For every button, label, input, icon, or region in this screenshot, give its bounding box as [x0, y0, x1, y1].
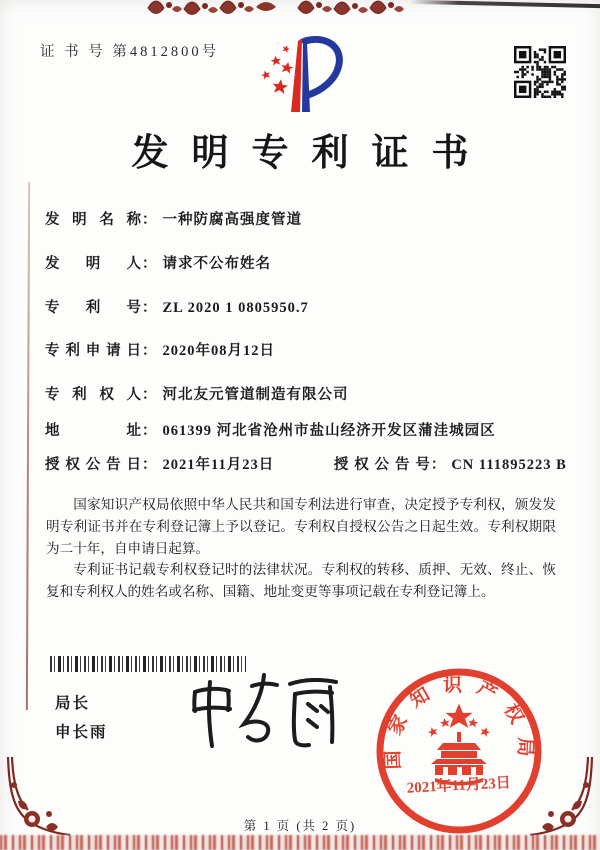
signer-title: 局长	[55, 695, 91, 712]
certificate-number	[40, 40, 219, 61]
field-label: 授权公告日	[45, 457, 141, 473]
field-label: 专利申请日	[45, 343, 141, 359]
bottom-left-ornament	[2, 757, 72, 842]
grant-number-value: CN 111895223 B	[451, 457, 567, 473]
field-value: ZL 2020 1 0805950.7	[162, 300, 309, 316]
grant-number-label: 授权公告号	[333, 457, 430, 473]
field-row-invention-name	[45, 208, 302, 229]
paper-edge-line	[410, 0, 600, 8]
bottom-border-pattern	[0, 835, 600, 850]
cnipa-logo-icon	[252, 34, 352, 118]
field-label: 发明名称	[45, 212, 141, 228]
field-label: 发明人	[45, 256, 141, 272]
grant-number-group	[334, 453, 567, 474]
field-row-patent-number	[45, 296, 309, 317]
field-value: 061399 河北省沧州市盐山经济开发区蒲洼城园区	[162, 423, 496, 439]
certificate-number-value: 第4812800号	[112, 44, 220, 60]
field-colon: ：	[142, 300, 157, 316]
field-colon: ：	[142, 423, 157, 439]
field-row-grant-date	[45, 453, 567, 474]
field-label: 专利号	[45, 300, 141, 316]
bottom-right-ornament	[528, 757, 598, 842]
field-label: 专利权人	[45, 387, 141, 403]
qr-code	[514, 44, 566, 100]
legal-paragraph-2: 专利证书记载专利权登记时的法律状况。专利权的转移、质押、无效、终止、恢复和专利权人的姓名或名称、国籍、地址变更等事项记载在专利登记簿上。	[46, 562, 556, 599]
page-number: 第 1 页 (共 2 页)	[243, 819, 357, 833]
certificate-number-label: 证 书 号	[40, 44, 106, 60]
field-colon: ：	[142, 343, 157, 359]
legal-paragraph-1: 国家知识产权局依照中华人民共和国专利法进行审查，决定授予专利权，颁发发明专利证书并在专利登记簿上予以登记。专利权自授权公告之日起生效。专利权期限为二十年，自申请日起算。	[46, 497, 556, 556]
legal-text-block	[46, 494, 556, 603]
top-ornament-band	[146, 0, 414, 17]
field-row-filing-date	[45, 339, 275, 360]
field-label: 地址	[45, 423, 141, 439]
field-colon: ：	[142, 387, 157, 403]
signer-block	[55, 690, 108, 747]
field-colon: ：	[142, 212, 157, 228]
field-value: 2021年11月23日	[162, 457, 275, 473]
field-value: 河北友元管道制造有限公司	[162, 387, 349, 403]
field-value: 一种防腐高强度管道	[162, 212, 302, 228]
field-colon: ：	[430, 457, 446, 473]
field-row-patentee	[45, 383, 349, 404]
official-seal	[370, 664, 550, 840]
seal-arc-text: 国家知识产权局	[382, 675, 536, 770]
signature-handwriting	[180, 662, 350, 772]
field-value: 请求不公布姓名	[162, 256, 271, 272]
field-colon: ：	[142, 256, 157, 272]
field-value: 2020年08月12日	[162, 343, 275, 359]
field-row-inventor	[45, 252, 271, 273]
left-border-line	[26, 182, 30, 710]
signer-name: 申长雨	[55, 723, 108, 741]
seal-date-stamp: 2021年11月23日	[406, 775, 512, 797]
national-emblem-icon	[427, 704, 492, 786]
field-colon: ：	[142, 457, 157, 473]
certificate-title: 发明专利证书	[131, 133, 492, 174]
field-row-address	[45, 419, 496, 440]
